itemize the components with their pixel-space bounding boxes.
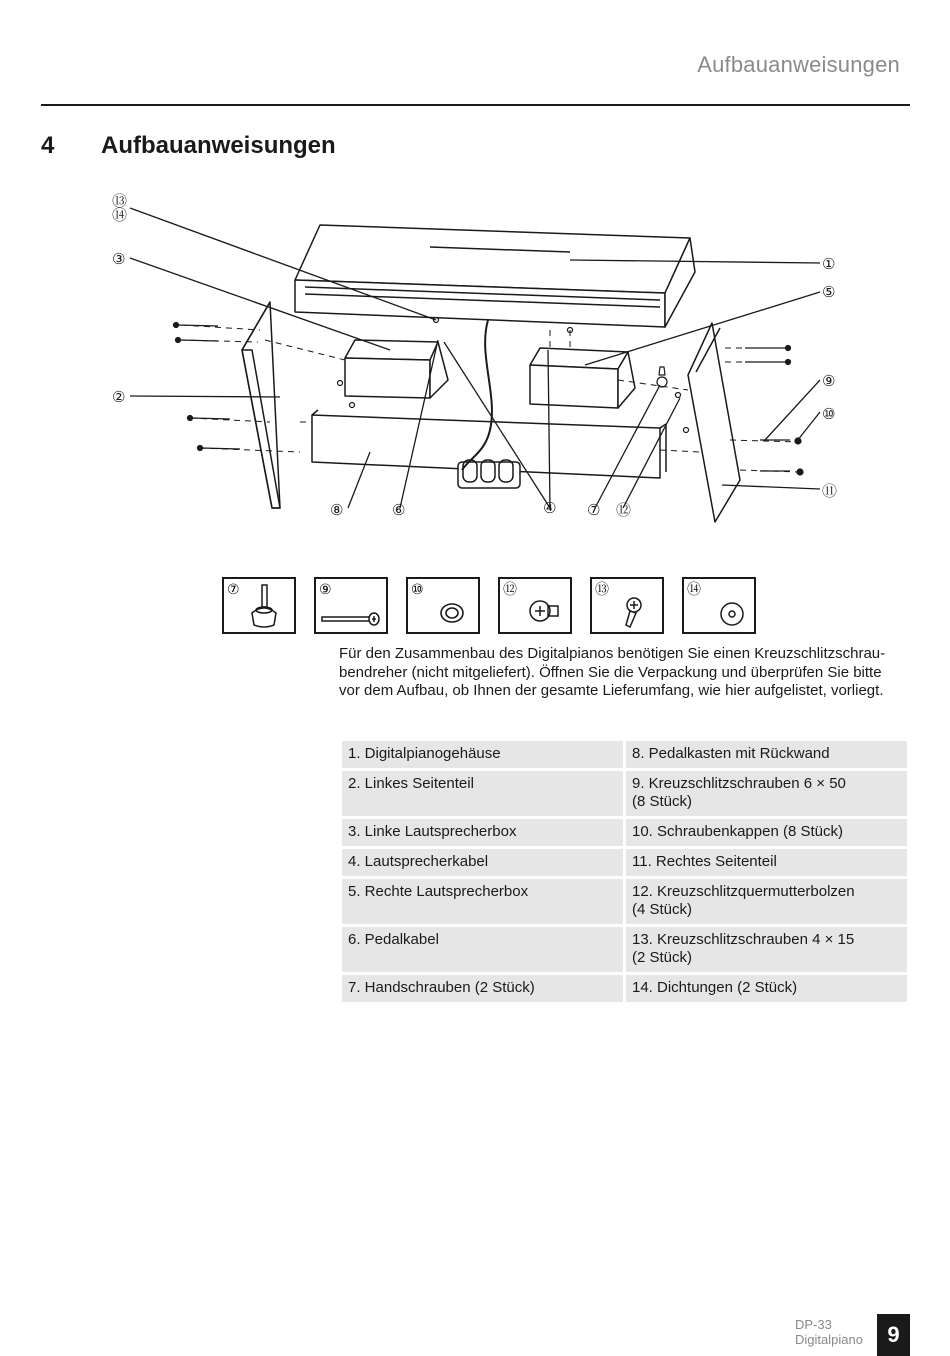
section-number: 4 <box>41 132 55 159</box>
callout-9: ⑨ <box>822 372 836 390</box>
parts-list-table <box>339 738 910 1005</box>
footer-model-number: DP-33 <box>795 1317 832 1332</box>
table-row <box>342 879 907 924</box>
callout-11: ⑪ <box>822 482 838 500</box>
table-row <box>342 741 907 768</box>
part-box-short-screw <box>590 577 664 634</box>
callout-8: ⑧ <box>330 501 344 519</box>
footer-model-info <box>795 1317 863 1347</box>
table-cell: 9. Kreuzschlitzschrauben 6 × 50 (8 Stück) <box>626 771 907 816</box>
svg-text:⑭: ⑭ <box>687 582 701 598</box>
table-cell: 14. Dichtungen (2 Stück) <box>626 975 907 1002</box>
table-cell: 10. Schraubenkappen (8 Stück) <box>626 819 907 846</box>
piano-cabinet-drawing <box>295 225 695 327</box>
callout-7: ⑦ <box>587 501 601 519</box>
table-cell: 3. Linke Lautsprecherbox <box>342 819 623 846</box>
table-row <box>342 927 907 972</box>
callout-14: ⑭ <box>112 206 128 224</box>
left-speaker-drawing <box>345 340 448 398</box>
intro-line-2: bendreher (nicht mitgeliefert). Öffnen Sie die Verpackung und überprüfen Sie bitte <box>339 663 882 681</box>
svg-text:⑫: ⑫ <box>503 582 517 598</box>
short-screw-icon <box>592 579 662 632</box>
callout-6: ⑥ <box>392 501 406 519</box>
table-row <box>342 771 907 816</box>
hand-screw-icon <box>224 579 294 632</box>
callout-2: ② <box>112 388 126 406</box>
table-cell: 13. Kreuzschlitzschrauben 4 × 15 (2 Stück) <box>626 927 907 972</box>
table-cell: 11. Rechtes Seitenteil <box>626 849 907 876</box>
right-speaker-drawing <box>530 348 635 408</box>
part-box-screw-cap <box>406 577 480 634</box>
table-row <box>342 819 907 846</box>
part-box-washer <box>682 577 756 634</box>
right-side-panel-drawing <box>688 323 740 522</box>
table-cell: 1. Digitalpianogehäuse <box>342 741 623 768</box>
svg-text:⑩: ⑩ <box>411 582 424 598</box>
cross-nut-bolt-icon <box>500 579 570 632</box>
page-number: 9 <box>877 1314 910 1356</box>
callout-13: ⑬ <box>112 192 128 210</box>
part-box-hand-screw <box>222 577 296 634</box>
callout-4: ④ <box>543 499 557 517</box>
table-cell: 7. Handschrauben (2 Stück) <box>342 975 623 1002</box>
footer-product-name: Digitalpiano <box>795 1332 863 1347</box>
table-row <box>342 975 907 1002</box>
part-box-long-screw <box>314 577 388 634</box>
washer-icon <box>684 579 754 632</box>
header-rule <box>41 104 910 106</box>
table-row <box>342 849 907 876</box>
section-heading <box>41 132 336 160</box>
callout-5: ⑤ <box>822 283 836 301</box>
callout-1: ① <box>822 255 836 273</box>
callout-12: ⑫ <box>616 501 632 519</box>
svg-text:⑨: ⑨ <box>319 582 332 598</box>
table-cell: 12. Kreuzschlitzquermutterbolzen (4 Stück) <box>626 879 907 924</box>
screw-cap-icon <box>408 579 478 632</box>
callout-3: ③ <box>112 250 126 268</box>
part-box-cross-nut-bolt <box>498 577 572 634</box>
table-cell: 6. Pedalkabel <box>342 927 623 972</box>
table-cell: 4. Lautsprecherkabel <box>342 849 623 876</box>
left-side-panel-drawing <box>242 302 280 508</box>
parts-illustrations <box>222 577 752 633</box>
assembly-diagram <box>100 190 860 540</box>
callout-10: ⑩ <box>822 405 836 423</box>
table-cell: 2. Linkes Seitenteil <box>342 771 623 816</box>
table-cell: 5. Rechte Lautsprecherbox <box>342 879 623 924</box>
intro-paragraph <box>339 645 899 701</box>
intro-line-3: vor dem Aufbau, ob Ihnen der gesamte Lieferumfang, wie hier aufgelistet, vorliegt. <box>339 682 884 699</box>
svg-text:⑦: ⑦ <box>227 582 240 598</box>
svg-text:⑬: ⑬ <box>595 582 609 598</box>
table-cell: 8. Pedalkasten mit Rückwand <box>626 741 907 768</box>
intro-line-1: Für den Zusammenbau des Digitalpianos benötigen Sie einen Kreuzschlitzschrau- <box>339 645 886 662</box>
section-title: Aufbauanweisungen <box>101 132 336 159</box>
assembly-drawing <box>100 190 860 540</box>
long-screw-icon <box>316 579 386 632</box>
running-header-title: Aufbauanweisungen <box>697 52 900 77</box>
